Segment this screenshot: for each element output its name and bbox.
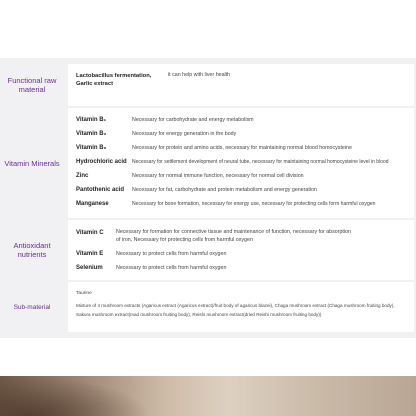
selenium-name: Selenium [76, 265, 103, 271]
functional-content [68, 64, 414, 106]
functional-category-label: Functional raw material [7, 76, 57, 94]
vitamin-e-desc: Necessary to protect cells from harmful oxygen [116, 251, 227, 257]
vitamin-row [0, 108, 416, 218]
antioxidant-content [68, 220, 414, 280]
mushroom-extracts-text: Mixture of 4 mushroom extracts (Agaricus extract (Agaricus extract)/fruit body of agaricus blazei), Chaga mushroom extract (Chaga mushroom fruiting body), Sakura mushroom extract(mad mushroom fruiting body), Reishi mushroom extract(dried Reishi mushroom fruiting body)) [76, 303, 395, 317]
functional-desc: it can help with liver health [168, 72, 231, 78]
nutrition-info-table [0, 58, 416, 338]
photo-shadow [0, 376, 150, 416]
sub-material-row [0, 282, 416, 332]
taurine-text: Taurine [76, 291, 92, 296]
vitamin-b2-name: Vitamin B₂ [76, 131, 107, 137]
sub-material-content [68, 282, 414, 332]
zinc-name: Zinc [76, 173, 89, 179]
manganese-desc: Necessary for bone formation, necessary for energy use, necessary for protecting cells form harmful oxygen [132, 201, 376, 207]
manganese-name: Manganese [76, 201, 109, 207]
vitamin-b2-desc: Necessary for energy generation in the body [132, 131, 237, 137]
vitamin-b1-desc: Necessary for carbohydrate and energy metabolism [132, 117, 254, 123]
antioxidant-category-label: Antioxidant nutrients [13, 241, 51, 259]
vitamin-b1-name: Vitamin B₁ [76, 117, 107, 123]
hydrochloric-acid-desc: Necessary for settlement development of neural tube, necessary for maintaining normal homocysteine level in blood [132, 159, 389, 165]
antioxidant-row [0, 220, 416, 280]
vitamin-c-desc: Necessary for formation for connective tissue and maintenance of function, necessary for absorption of iron, Necessary for protecting cells from harmful oxygen [116, 229, 351, 243]
functional-item: Lactobacillus fermentation, Garlic extract [76, 73, 152, 87]
pantothenic-acid-name: Pantothenic acid [76, 187, 125, 193]
vitamin-e-name: Vitamin E [76, 251, 104, 257]
zinc-desc: Necessary for normal immune function, necessary for normal cell division [132, 173, 304, 179]
vitamin-c-name: Vitamin C [76, 230, 104, 236]
vitamin-content [68, 108, 414, 218]
vitamin-b6-desc: Necessary for protein and amino acids, necessary for maintaining normal blood homocysteine [132, 145, 352, 151]
hydrochloric-acid-name: Hydrochloric acid [76, 159, 127, 165]
product-photo-strip [0, 376, 416, 416]
pantothenic-acid-desc: Necessary for fat, carbohydrate and protein metabolism and energy generation [132, 187, 317, 193]
functional-row [0, 64, 416, 106]
sub-material-category-label: Sub-material [13, 303, 51, 311]
selenium-desc: Necessary to protect cells from harmful oxygen [116, 265, 227, 271]
vitamin-category-label: Vitamin Minerals [4, 158, 60, 168]
vitamin-b6-name: Vitamin B₆ [76, 145, 107, 151]
